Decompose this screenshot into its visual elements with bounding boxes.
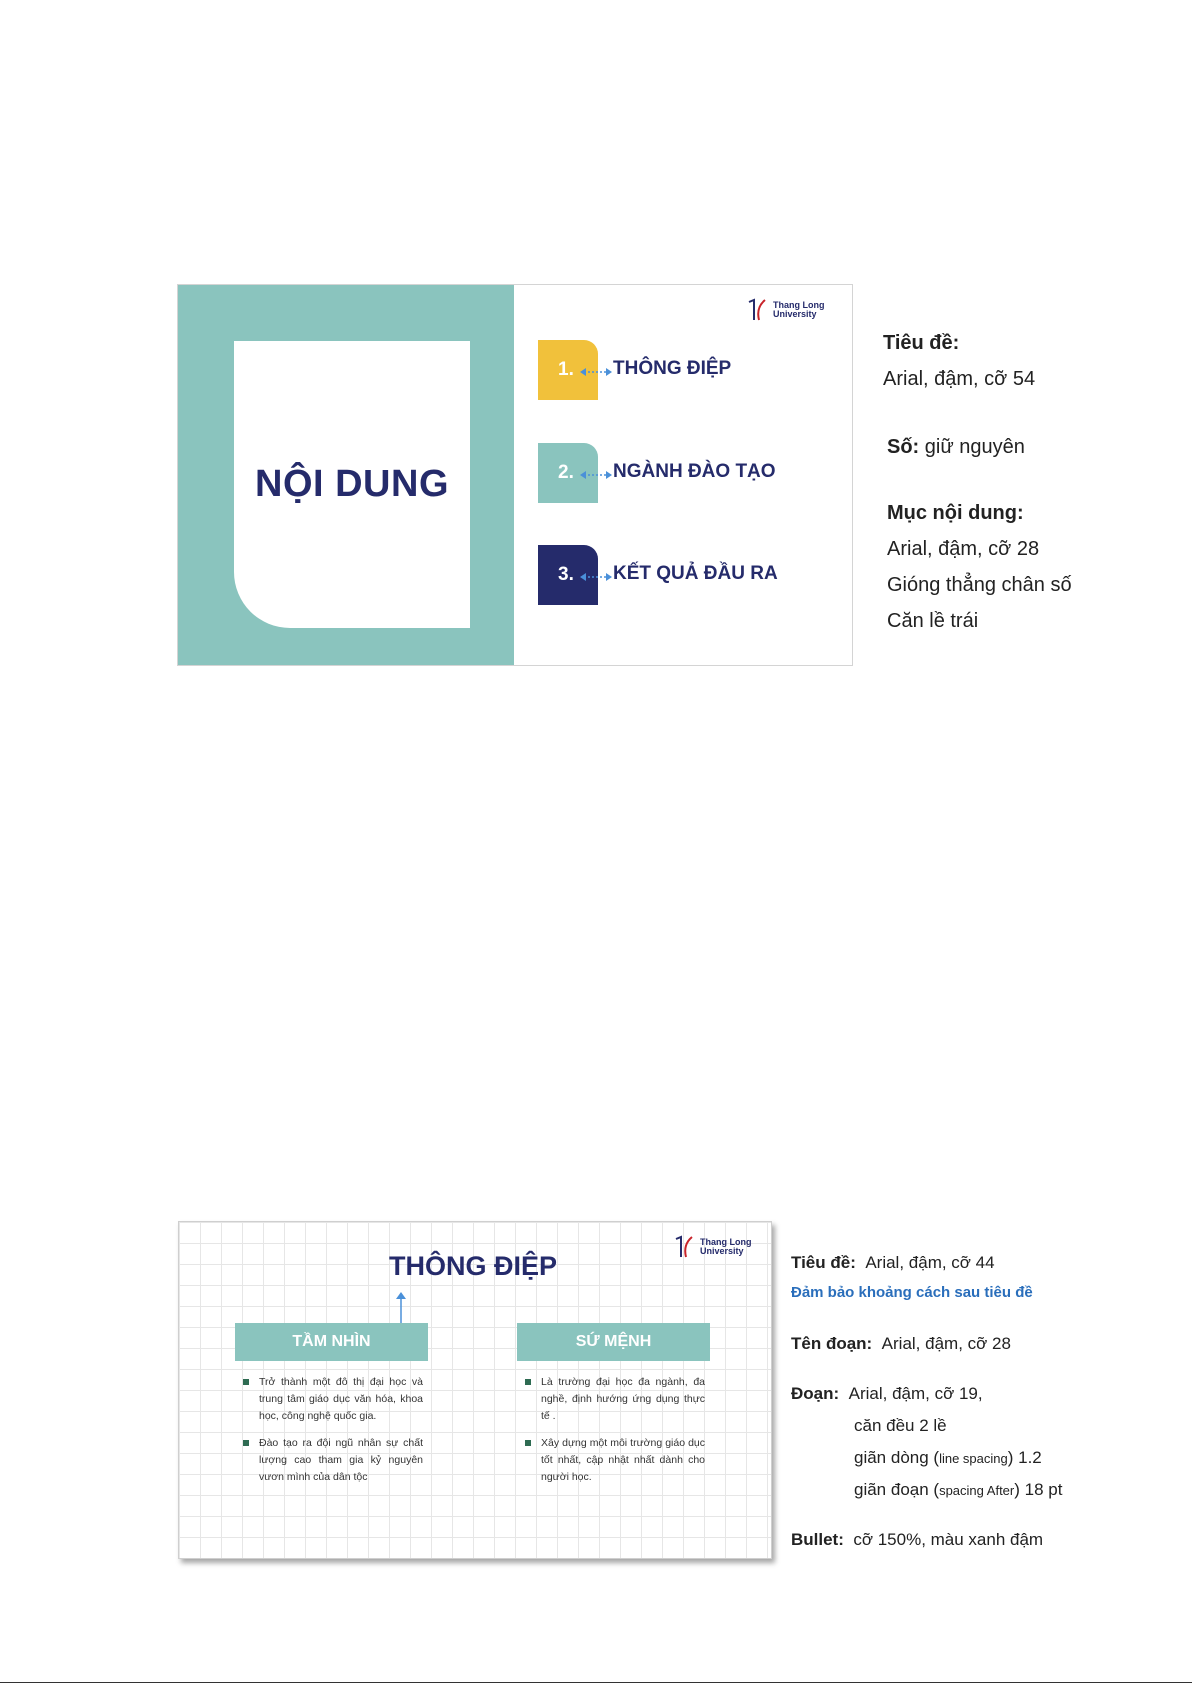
item-number: 3.	[558, 564, 574, 585]
note-para-line2: căn đều 2 lề	[854, 1416, 947, 1435]
logo-line2: University	[700, 1246, 744, 1256]
bullet-square-icon	[243, 1440, 249, 1446]
item-label: KẾT QUẢ ĐẦU RA	[613, 563, 778, 584]
note-para-label: Đoạn:	[791, 1384, 840, 1403]
note-content-line3: Căn lề trái	[887, 610, 979, 632]
note-line-spacing: giãn dòng (line spacing) 1.2	[854, 1448, 1042, 1467]
item-number: 2.	[558, 462, 574, 483]
note-heading-value: Arial, đậm, cỡ 28	[881, 1334, 1011, 1353]
double-arrow-icon	[580, 470, 612, 480]
double-arrow-icon	[580, 367, 612, 377]
university-logo	[673, 1235, 752, 1259]
note-heading-label: Tên đoạn:	[791, 1334, 873, 1353]
mission-heading: SỨ MỆNH	[517, 1323, 710, 1361]
title-card	[234, 341, 470, 628]
item-label: THÔNG ĐIỆP	[613, 358, 732, 379]
bullet-paragraph: Trở thành một đô thị đại học và trung tâm giáo dục văn hóa, khoa học, công nghệ quốc gia.	[243, 1374, 423, 1425]
note-title-value: Arial, đậm, cỡ 44	[865, 1253, 995, 1272]
logo-line1: Thang Long	[773, 300, 825, 310]
page-bottom-rule	[0, 1682, 1192, 1683]
mission-text	[525, 1374, 705, 1496]
spacing-note: Đảm bảo khoảng cách sau tiêu đề	[791, 1284, 1033, 1301]
note-title-value: Arial, đậm, cỡ 54	[883, 368, 1036, 390]
logo-line1: Thang Long	[700, 1237, 752, 1247]
slide-title: THÔNG ĐIỆP	[389, 1251, 558, 1281]
note-bullet-value: cỡ 150%, màu xanh đậm	[853, 1530, 1044, 1549]
message-slide	[178, 1221, 772, 1559]
note-title-label: Tiêu đề:	[883, 332, 960, 354]
bullet-paragraph: Xây dựng một môi trường giáo dục tốt nhất, cập nhật nhất dành cho người học.	[525, 1435, 705, 1486]
vision-heading: TẦM NHÌN	[235, 1323, 428, 1361]
item-number: 1.	[558, 359, 574, 380]
bullet-paragraph: Đào tạo ra đội ngũ nhân sự chất lượng cao tham gia kỷ nguyên vươn mình của dân tộc	[243, 1435, 423, 1486]
university-logo	[746, 298, 825, 322]
tlu-logo-icon	[673, 1235, 695, 1259]
bullet-paragraph: Là trường đại học đa ngành, đa nghề, định hướng ứng dụng thực tế .	[525, 1374, 705, 1425]
note-content-line2: Gióng thẳng chân số	[887, 574, 1072, 596]
item-label: NGÀNH ĐÀO TẠO	[613, 461, 776, 482]
vision-text	[243, 1374, 423, 1496]
content-item-2	[538, 443, 838, 503]
note-number-label: Số:	[887, 436, 920, 458]
logo-line2: University	[773, 309, 817, 319]
contents-slide	[177, 284, 853, 666]
note-title-label: Tiêu đề:	[791, 1253, 856, 1272]
tlu-logo-icon	[746, 298, 768, 322]
note-para-value: Arial, đậm, cỡ 19,	[848, 1384, 983, 1403]
note-para-spacing: giãn đoạn (spacing After) 18 pt	[854, 1480, 1063, 1499]
slide-title: NỘI DUNG	[255, 463, 449, 505]
double-arrow-icon	[580, 572, 612, 582]
note-bullet-label: Bullet:	[791, 1530, 844, 1549]
bullet-square-icon	[525, 1440, 531, 1446]
bullet-square-icon	[243, 1379, 249, 1385]
teal-panel	[178, 285, 514, 665]
content-item-3	[538, 545, 838, 605]
content-item-1	[538, 340, 838, 400]
note-content-label: Mục nội dung:	[887, 502, 1024, 524]
note-number-value: giữ nguyên	[924, 436, 1025, 458]
bullet-square-icon	[525, 1379, 531, 1385]
note-content-line1: Arial, đậm, cỡ 28	[887, 538, 1040, 560]
